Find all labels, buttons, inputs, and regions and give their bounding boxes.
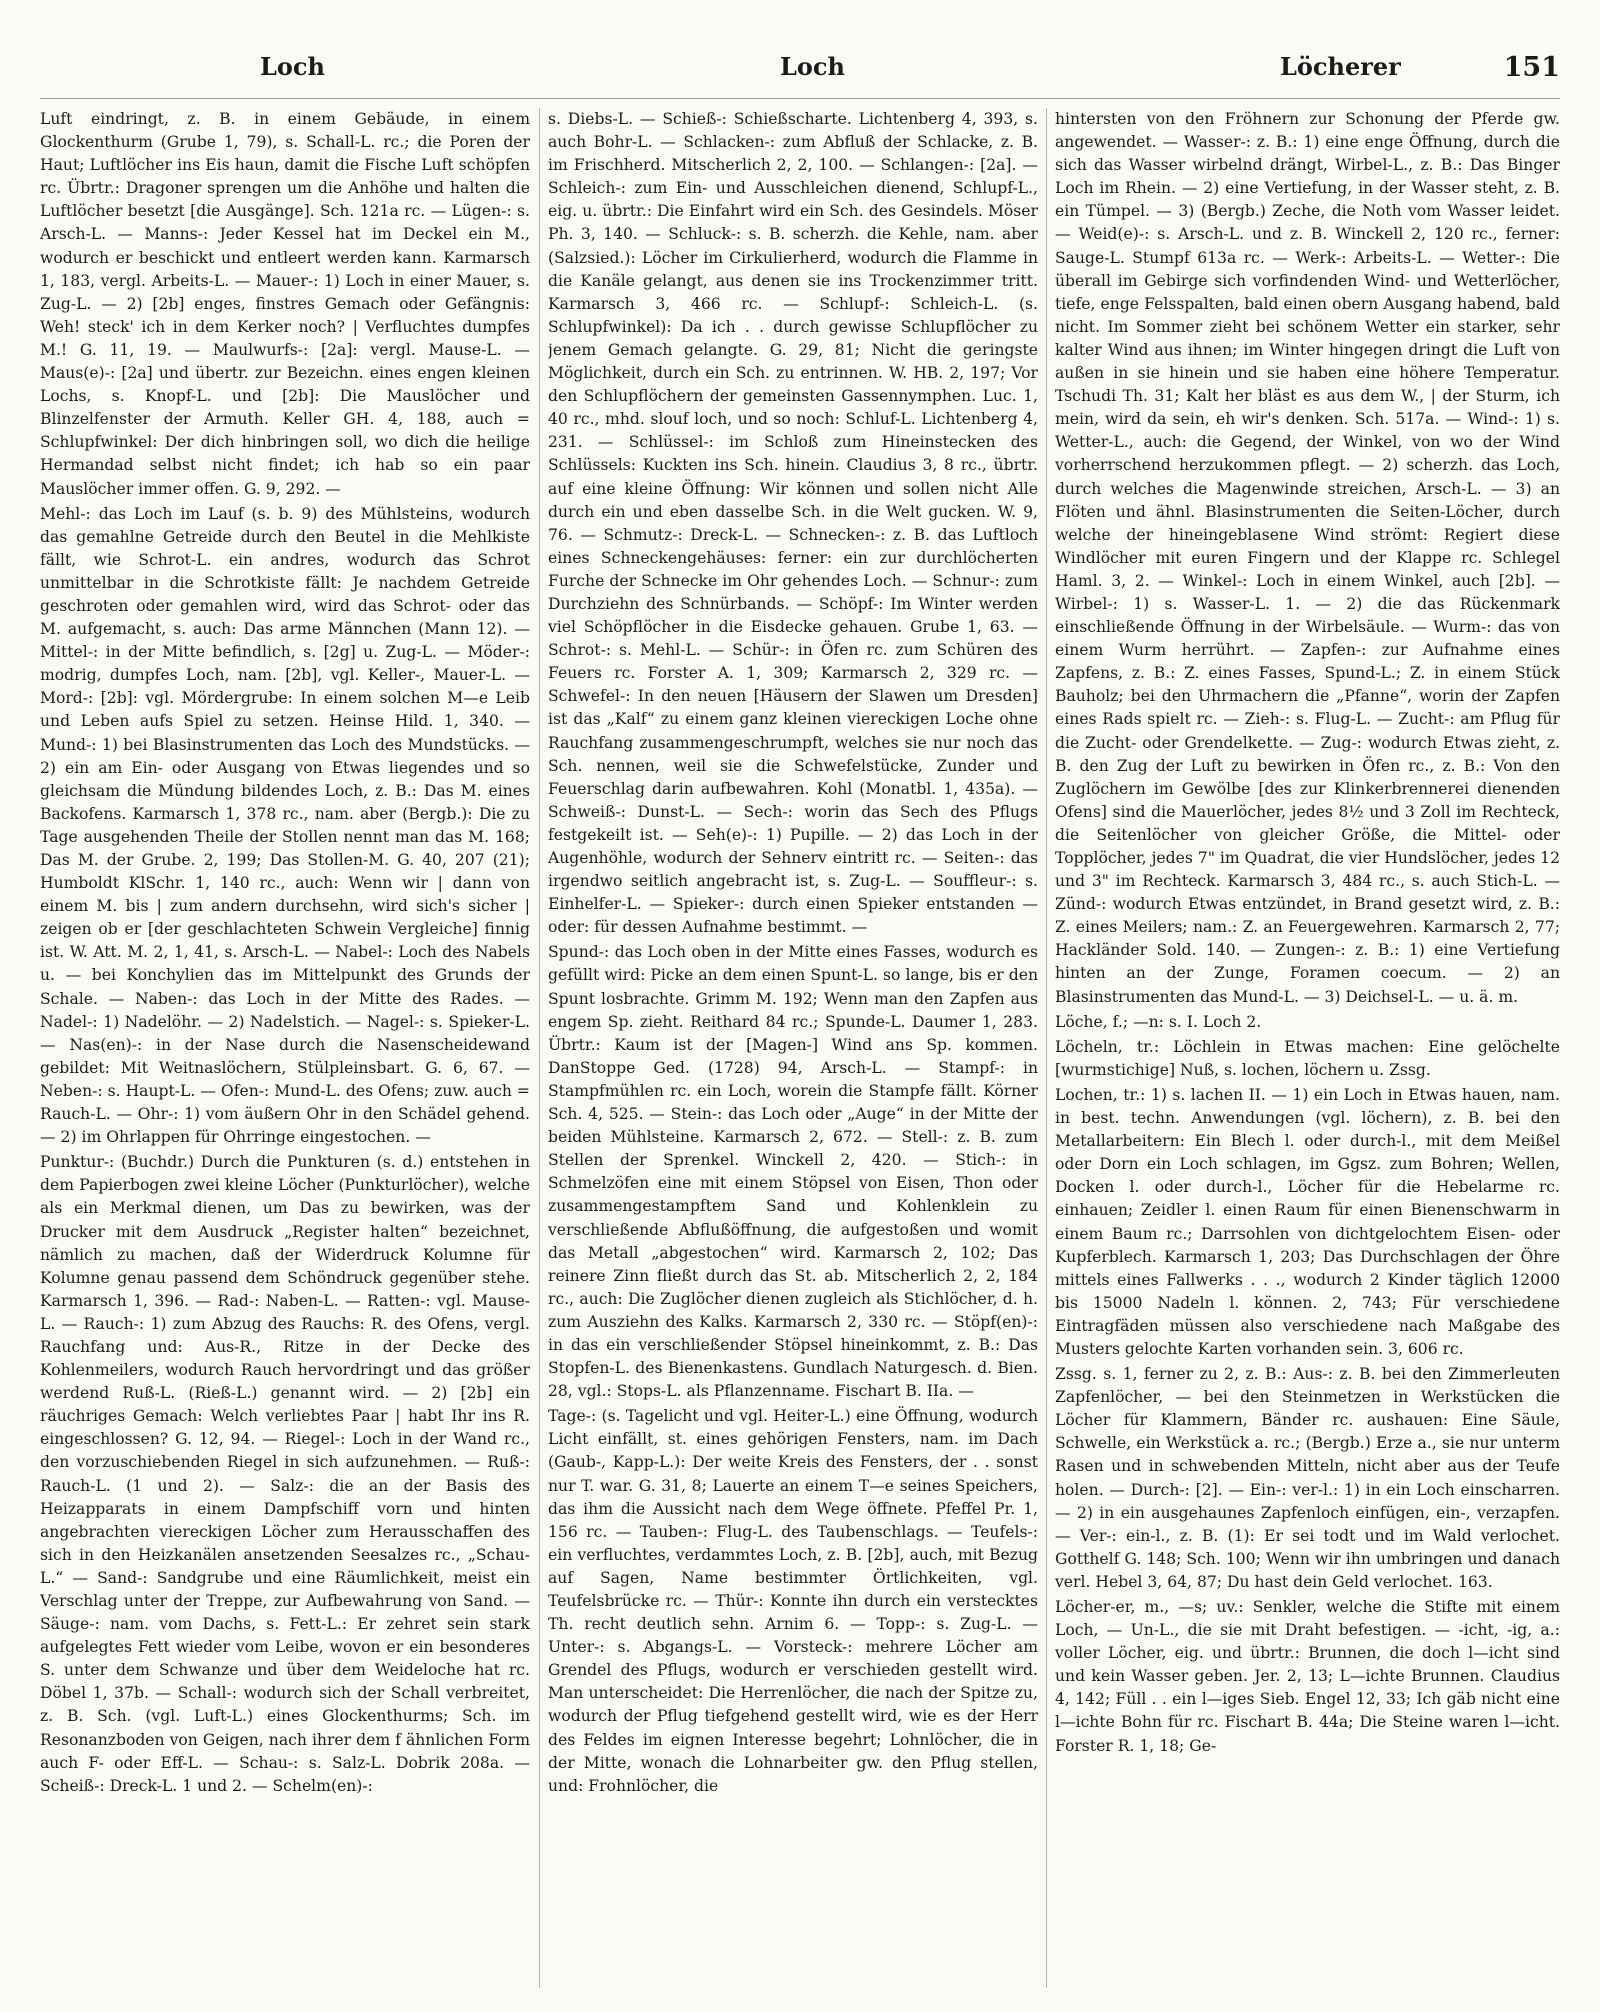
column-paragraph: Tage-: (s. Tagelicht und vgl. Heiter-L.) eine Öffnung, wodurch Licht einfällt, st. eines gehörigen Fensters, nam. im Dach (Gaub-, Kapp-L.): Der weite Kreis des Fensters, der . . sonst nur T. war. G. 31, 8; Lauerte an einem T—e seines Speichers, das ihm die Aussicht nach dem Wege öffnete. Pfeffel Pr. 1, 156 rc. — Tauben-: Flug-L. des Taubenschlags. — Teufels-: ein verfluchtes, verdammtes Loch, z. B. [2b], auch, mit Bezug auf Sagen, Name bestimmter Örtlichkeiten, vgl. Teufelsbrücke rc. — Thür-: Konnte ihn durch ein verstecktes Th. recht deutlich sehn. Arnim 6. — Topp-: s. Zug-L. — Unter-: s. Abgangs-L. — Vorsteck-: mehrere Löcher am Grendel des Pflugs, wodurch er verschieden gestellt wird. Man unterscheidet: Die Herrenlöcher, die nach der Spitze zu, wodurch der Pflug tiefgehend gestellt wird, wie es der Herr des Feldes im eignen Interesse begehrt; Lohnlöcher, die in der Mitte, wonach die Lohnarbeiter gw. den Pflug stellen, und: Frohnlöcher, die — [548, 1407, 1038, 1795]
page-number: 151 — [1503, 52, 1560, 83]
header-left-catchword: Loch — [260, 52, 325, 81]
column-paragraph: hintersten von den Fröhnern zur Schonung der Pferde gw. angewendet. — Wasser-: z. B.: 1) eine enge Öffnung, durch die sich das Wasser wirbelnd drängt, Wirbel-L., z. B.: Das Binger Loch im Rhein. — 2) eine Vertiefung, in der Wasser steht, z. B. ein Tümpel. — 3) (Bergb.) Zeche, die Noth vom Wasser leidet. — Weid(e)-: s. Arsch-L. und z. B. Winckell 2, 120 rc., ferner: Sauge-L. Stumpf 613a rc. — Werk-: Arbeits-L. — Wetter-: Die überall im Gebirge sich vorfindenden Wind- und Wetterlöcher, tiefe, enge Felsspalten, bald einen obern Ausgang habend, bald nicht. Im Sommer zieht bei schönem Wetter ein starker, sehr kalter Wind aus ihnen; im Winter hingegen dringt die Luft von außen in sie hinein und sie haben eine höhere Temperatur. Tschudi Th. 31; Kalt her bläst es aus dem W., | der Sturm, ich mein, wird da sein, eh wir's denken. Sch. 517a. — Wind-: 1) s. Wetter-L., auch: die Gegend, der Winkel, von wo der Wind vorherrschend herzukommen pflegt. — 2) scherzh. das Loch, durch welches die Magenwinde streichen, Arsch-L. — 3) an Flöten und ähnl. Blasinstrumenten die Seiten-Löcher, durch welche der hineingeblasene Wind strömt: Regiert diese Windlöcher mit euren Fingern und der Klappe rc. Schlegel Haml. 3, 2. — Winkel-: Loch in einem Winkel, auch [2b]. — Wirbel-: 1) s. Wasser-L. 1. — 2) die das Rückenmark einschließende Öffnung in der Wirbelsäule. — Wurm-: das von einem Wurm herrührt. — Zapfen-: zur Aufnahme eines Zapfens, z. B.: Z. eines Fasses, Spund-L.; Z. in einem Stück Bauholz; bei den Uhrmachern die „Pfanne“, worin der Zapfen eines Rads spielt rc. — Zieh-: s. Flug-L. — Zucht-: am Pflug für die Zucht- oder Grendelkette. — Zug-: wodurch Etwas zieht, z. B. den Zug der Luft zu bewirken in Öfen rc., z. B.: Von den Zuglöchern im Gewölbe [des zur Klinkerbrennerei dienenden Ofens] sind die Mauerlöcher, jedes 8½ und 3 Zoll im Rechteck, die Seitenlöcher von gleicher Größe, die Mittel- oder Topplöcher, jedes 7" im Quadrat, die vier Hundslöcher, jedes 12 und 3" im Rechteck. Karmarsch 3, 484 rc., s. auch Stich-L. — Zünd-: wodurch Etwas entzündet, in Brand gesetzt wird, z. B.: Z. eines Meilers; nam.: Z. an Feuergewehren. Karmarsch 2, 77; Hackländer Sold. 140. — Zungen-: z. B.: 1) eine Vertiefung hinten an der Zunge, Foramen coecum. — 2) an Blasinstrumenten das Mund-L. — 3) Deichsel-L. — u. ä. m. — [1055, 110, 1560, 1006]
text-column-1 — [40, 108, 530, 1998]
column-paragraph: Spund-: das Loch oben in der Mitte eines Fasses, wodurch es gefüllt wird: Picke an dem einen Spunt-L. so lange, bis er den Spunt losbrachte. Grimm M. 192; Wenn man den Zapfen aus engem Sp. zieht. Reithard 84 rc.; Spunde-L. Daumer 1, 283. Übrtr.: Kaum ist der [Magen-] Wind ans Sp. kommen. DanStoppe Ged. (1728) 94, Arsch-L. — Stampf-: in Stampfmühlen rc. ein Loch, worein die Stampfe fällt. Körner Sch. 4, 525. — Stein-: das Loch oder „Auge“ in der Mitte der beiden Mühlsteine. Karmarsch 2, 672. — Stell-: z. B. zum Stellen der Sprenkel. Winckell 2, 420. — Stich-: in Schmelzöfen eine mit einem Stöpsel von Eisen, Thon oder zusammengestampftem Sand und Kohlenklein zu verschließende Abflußöffnung, die aufgestoßen und womit das Metall „abgestochen“ wird. Karmarsch 2, 102; Das reinere Zinn fließt durch das St. ab. Mitscherlich 2, 2, 184 rc., auch: Die Zuglöcher dienen zugleich als Stichlöcher, d. h. zum Ausziehn des Kalks. Karmarsch 2, 330 rc. — Stöpf(en)-: in das ein verschließender Stöpsel hineinkommt, z. B.: Das Stopfen-L. des Bienenkastens. Gundlach Naturgesch. d. Bien. 28, vgl.: Stops-L. als Pflanzenname. Fischart B. IIa. — — [548, 943, 1038, 1401]
header-right-catchword: Löcherer — [1280, 52, 1401, 81]
column-divider — [1046, 108, 1047, 1988]
headword-entry: Löche, f.; —n: s. I. Loch 2. — [1055, 1012, 1262, 1031]
headword-entry: Löcheln, tr.: Löchlein in Etwas machen: Eine gelöchelte [wurmstichige] Nuß, s. lochen, löchern u. Zssg. — [1055, 1037, 1560, 1079]
column-paragraph: Mehl-: das Loch im Lauf (s. b. 9) des Mühlsteins, wodurch das gemahlne Getreide durch den Beutel in die Mehlkiste fällt, wie Schrot-L. ein andres, wodurch das Schrot unmittelbar in die Schrotkiste fällt: Je nachdem Getreide geschroten oder gemahlen wird, wird das Schrot- oder das M. aufgemacht, s. auch: Das arme Männchen (Mann 12). — Mittel-: in der Mitte befindlich, s. [2g] u. Zug-L. — Möder-: modrig, dumpfes Loch, nam. [2b], vgl. Keller-, Mauer-L. — Mord-: [2b]: vgl. Mördergrube: In einem solchen M—e Leib und Leben aufs Spiel zu setzen. Heinse Hild. 1, 340. — Mund-: 1) bei Blasinstrumenten das Loch des Mundstücks. — 2) ein am Ein- oder Ausgang von Etwas liegendes und so gleichsam die Mündung bildendes Loch, z. B.: Das M. eines Backofens. Karmarsch 1, 378 rc., nam. aber (Bergb.): Die zu Tage ausgehenden Theile der Stollen nennt man das M. 168; Das M. der Grube. 2, 199; Das Stollen-M. G. 40, 207 (21); Humboldt KlSchr. 1, 140 rc., auch: Wenn wir | dann von einem M. bis | zum andern durchsehn, wird sich's sicher | zeigen ob er [der geschlachteten Schwein Vergleiche] finnig ist. W. Att. M. 2, 1, 41, s. Arsch-L. — Nabel-: Loch des Nabels u. — bei Konchylien das im Mittelpunkt des Grunds der Schale. — Naben-: das Loch in der Mitte des Rades. — Nadel-: 1) Nadelöhr. — 2) Nadelstich. — Nagel-: s. Spieker-L. — Nas(en)-: in der Nase durch die Nasenscheidewand gebildet: Mit Weitnaslöchern, Stülpleinsbart. G. 6, 67. — Neben-: s. Haupt-L. — Ofen-: Mund-L. des Ofens; zuw. auch = Rauch-L. — Ohr-: 1) vom äußern Ohr in den Schädel gehend. — 2) im Ohrlappen für Ohrringe eingestochen. — — [40, 504, 530, 1147]
text-column-3 — [1055, 108, 1560, 1998]
column-paragraph: Luft eindringt, z. B. in einem Gebäude, in einem Glockenthurm (Grube 1, 79), s. Schall-L. rc.; die Poren der Haut; Luftlöcher ins Eis haun, damit die Fische Luft schöpfen rc. Übrtr.: Dragoner sprengen um die Anhöhe und halten die Luftlöcher besetzt [die Ausgänge]. Sch. 121a rc. — Lügen-: s. Arsch-L. — Manns-: Jeder Kessel hat im Deckel ein M., wodurch er beschickt und entleert werden kann. Karmarsch 1, 183, vergl. Arbeits-L. — Mauer-: 1) Loch in einer Mauer, s. Zug-L. — 2) [2b] enges, finstres Gemach oder Gefängnis: Weh! steck' ich in dem Kerker noch? | Verfluchtes dumpfes M.! G. 11, 19. — Maulwurfs-: [2a]: vergl. Mause-L. — Maus(e)-: [2a] und übertr. zur Bezeichn. eines engen kleinen Lochs, s. Knopf-L. und [2b]: Die Mauslöcher und Blinzelfenster der Armuth. Keller GH. 4, 188, auch = Schlupfwinkel: Der dich hinbringen soll, wo dich die heilige Hermandad selbst nicht findet; ich hab so ein paar Mauslöcher immer offen. G. 9, 292. — — [40, 110, 530, 498]
running-header — [40, 52, 1560, 92]
headword-entry: Lochen, tr.: 1) s. lachen II. — 1) ein Loch in Etwas hauen, nam. in best. techn. Anwendungen (vgl. löchern), z. B. bei den Metallarbeitern: Ein Blech l. oder durch-l., mit dem Meißel oder Dorn ein Loch schlagen, im Ggsz. zum Bohren; Wellen, Docken l. oder durch-l., Löcher für die Hebelarme rc. einhauen; Zeidler l. einen Raum für einen Bienenschwarm in einem Baum rc.; Darrsohlen von dichtgelochtem Eisen- oder Kupferblech. Karmarsch 1, 203; Das Durchschlagen der Öhre mittels eines Fallwerks . . ., wodurch 2 Kinder täglich 12000 bis 15000 Nadeln l. können. 2, 743; Für verschiedene Eintragfäden müssen also verschiedene nach Maßgabe des Musters gelochte Karten vorhanden sein. 3, 606 rc. — [1055, 1085, 1560, 1358]
column-divider — [539, 108, 540, 1988]
column-paragraph: Zssg. s. 1, ferner zu 2, z. B.: Aus-: z. B. bei den Zimmerleuten Zapfenlöcher, — bei den Steinmetzen in Werkstücken die Löcher für Klammern, Bänder rc. aushauen: Eine Säule, Schwelle, ein Werkstück a. rc.; (Bergb.) Erze a., sie nur unterm Rasen und in schwebenden Mitteln, nicht aber aus der Teufe holen. — Durch-: [2]. — Ein-: ver-l.: 1) in ein Loch einscharren. — 2) in ein ausgehaunes Zapfenloch einfügen, ein-, verzapfen. — Ver-: ein-l., z. B. (1): Er sei todt und im Wald verlochet. Gotthelf G. 148; Sch. 100; Wenn wir ihn umbringen und danach verl. Hebel 3, 64, 87; Du hast dein Geld verlochet. 163. — [1055, 1365, 1560, 1591]
column-paragraph: s. Diebs-L. — Schieß-: Schießscharte. Lichtenberg 4, 393, s. auch Bohr-L. — Schlacken-: zum Abfluß der Schlacke, z. B. im Frischherd. Mitscherlich 2, 2, 100. — Schlangen-: [2a]. — Schleich-: zum Ein- und Ausschleichen dienend, Schlupf-L., eig. u. übrtr.: Die Einfahrt wird ein Sch. des Gesindels. Möser Ph. 3, 140. — Schluck-: s. B. scherzh. die Kehle, nam. aber (Salzsied.): Löcher im Cirkulierherd, wodurch die Flamme in die Kanäle gelangt, aus denen sie ins Trockenzimmer tritt. Karmarsch 3, 466 rc. — Schlupf-: Schleich-L. (s. Schlupfwinkel): Da ich . . durch gewisse Schlupflöcher zu jenem Gemach gelangte. G. 29, 81; Nicht die geringste Möglichkeit, durch ein Sch. zu entrinnen. W. HB. 2, 197; Vor den Schlupflöchern der gemeinsten Gassennymphen. Luc. 1, 40 rc., mhd. slouf loch, und so noch: Schluf-L. Lichtenberg 4, 231. — Schlüssel-: im Schloß zum Hineinstecken des Schlüssels: Kuckten ins Sch. hinein. Claudius 3, 8 rc., übrtr. auf eine kleine Öffnung: Wir können und sollen nicht Alle durch ein und eben dasselbe Sch. in die Welt gucken. W. 9, 76. — Schmutz-: Dreck-L. — Schnecken-: z. B. das Luftloch eines Schneckengehäuses: ferner: ein zur durchlöcherten Furche der Schnecke im Ohr gehendes Loch. — Schnur-: zum Durchziehn des Schnürbands. — Schöpf-: Im Winter werden viel Schöpflöcher in die Eisdecke gehauen. Grube 1, 63. — Schrot-: s. Mehl-L. — Schür-: in Öfen rc. zum Schüren des Feuers rc. Forster A. 1, 309; Karmarsch 2, 329 rc. — Schwefel-: In den neuen [Häusern der Slawen um Dresden] ist das „Kalf“ zu einem ganz kleinen viereckigen Loche ohne Rauchfang zusammengeschrumpft, welches sie nur noch das Sch. nennen, weil sie die Schwefelstücke, Zunder und Feuerschlag darin aufbewahren. Kohl (Monatbl. 1, 435a). — Schweiß-: Dunst-L. — Sech-: worin das Sech des Pflugs festgekeilt ist. — Seh(e)-: 1) Pupille. — 2) das Loch in der Augenhöhle, wodurch der Sehnerv eintritt rc. — Seiten-: das irgendwo seitlich angebracht ist, s. Zug-L. — Souffleur-: s. Einhelfer-L. — Spieker-: durch einen Spieker entstanden — oder: für dessen Aufnahme bestimmt. — — [548, 110, 1038, 937]
headword-entry: Löcher-er, m., —s; uv.: Senkler, welche die Stifte mit einem Loch, — Un-L., die sie mit Draht befestigen. — -icht, -ig, a.: voller Löcher, eig. und übrtr.: Brunnen, die doch l—icht sind und kein Wasser geben. Jer. 2, 13; L—ichte Brunnen. Claudius 4, 142; Füll . . ein l—iges Sieb. Engel 12, 33; Ich gäb nicht eine l—ichte Bohn für rc. Fischart B. 44a; Die Steine waren l—icht. Forster R. 1, 18; Ge- — [1055, 1598, 1560, 1755]
text-column-2 — [548, 108, 1038, 1998]
column-paragraph: Punktur-: (Buchdr.) Durch die Punkturen (s. d.) entstehen in dem Papierbogen zwei kleine Löcher (Punkturlöcher), welche als ein Merkmal dienen, um Das zu bewirken, was der Drucker mit dem Ausdruck „Register halten“ bezeichnet, nämlich zu machen, daß der Widerdruck Kolumne für Kolumne genau passend dem Schöndruck gegenüber stehe. Karmarsch 1, 396. — Rad-: Naben-L. — Ratten-: vgl. Mause-L. — Rauch-: 1) zum Abzug des Rauchs: R. des Ofens, vergl. Rauchfang und: Aus-R., Ritze in der Decke des Kohlenmeilers, wodurch Rauch hervordringt und das größer werdend Ruß-L. (Rieß-L.) genannt wird. — 2) [2b] ein räuchriges Gemach: Welch verliebtes Paar | habt Ihr ins R. eingeschlossen? G. 12, 94. — Riegel-: Loch in der Wand rc., den vorzuschiebenden Riegel in sich aufzunehmen. — Ruß-: Rauch-L. (1 und 2). — Salz-: die an der Basis des Heizapparats in einem Dampfschiff vorn und hinten angebrachten viereckigen Löcher zum Herausschaffen des sich in den Heizkanälen ansetzenden Seesalzes rc., „Schau-L.“ — Sand-: Sandgrube und eine Räumlichkeit, meist ein Verschlag unter der Treppe, zur Aufbewahrung von Sand. — Säuge-: nam. vom Dachs, s. Fett-L.: Er zehret sein stark aufgelegtes Fett wieder vom Leibe, wovon er ein besonderes S. unter dem Schwanze und über dem Weideloche hat rc. Döbel 1, 37b. — Schall-: wodurch sich der Schall verbreitet, z. B. Sch. (vgl. Luft-L.) eines Glockenthurms; Sch. im Resonanzboden von Geigen, nach ihrer dem f ähnlichen Form auch F- oder Eff-L. — Schau-: s. Salz-L. Dobrik 208a. — Scheiß-: Dreck-L. 1 und 2. — Schelm(en)-: — [40, 1153, 530, 1795]
header-rule — [40, 98, 1560, 99]
header-center-catchword: Loch — [780, 52, 845, 81]
